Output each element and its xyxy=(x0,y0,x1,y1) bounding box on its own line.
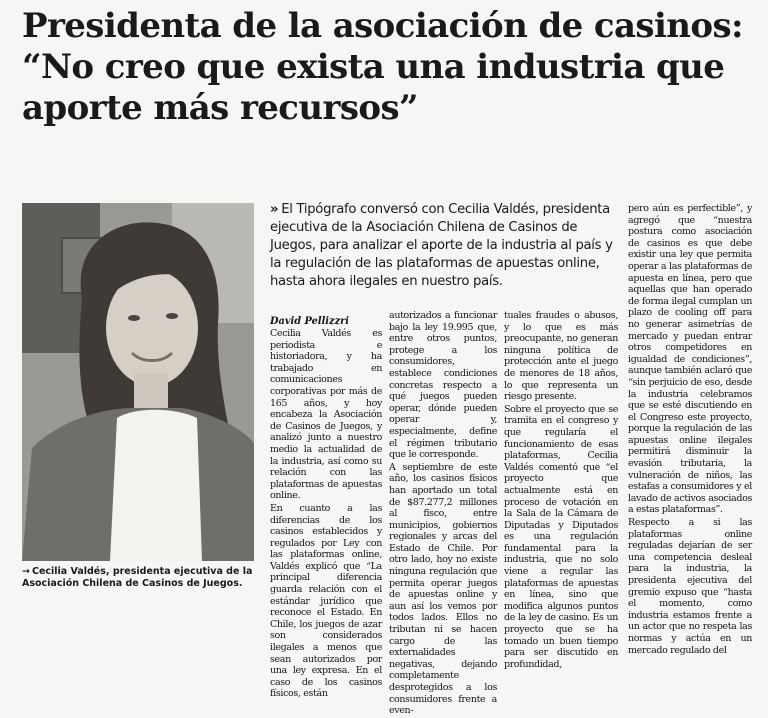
article-column-2 xyxy=(389,310,497,718)
paragraph: autorizados a funcionar bajo la ley 19.995 que, entre otros puntos, protege a los consumidores, establece condiciones concretas respecto a qué juegos pueden operar, dónde pueden operar y, especialmente, define el régimen tributario que le corresponde. xyxy=(389,310,497,461)
headline: Presidenta de la asociación de casinos: “No creo que exista una industria que aporte más recursos” xyxy=(22,6,743,128)
article-column-1 xyxy=(270,328,382,701)
caption-text: Cecilia Valdés, presidenta ejecutiva de la Asociación Chilena de Casinos de Juegos. xyxy=(22,566,253,589)
lead-text: El Tipógrafo conversó con Cecilia Valdés, presidenta ejecutiva de la Asociación Chilena de Casinos de Juegos, para analizar el aporte de la industria al país y la regulación de las plataformas de apuestas online, hasta ahora ilegales en nuestro país. xyxy=(270,202,613,289)
paragraph: En cuanto a las diferencias de los casinos establecidos y regulados por Ley con las plataformas online, Valdés explicó que “La principal diferencia guarda relación con el estándar jurídico que reconoce el Estado. En Chile, los juegos de azar son considerados ilegales a menos que sean autorizados por una ley expresa. En el caso de los casinos físicos, están xyxy=(270,502,382,700)
paragraph: tuales fraudes o abusos, y lo que es más preocupante, no generan ninguna política de protección ante el juego de menores de 18 años, lo que representa un riesgo presente. xyxy=(504,310,618,403)
article-column-3 xyxy=(504,310,618,671)
paragraph: Respecto a si las plataformas online reguladas dejarían de ser una competencia desleal para la industria, la presidenta ejecutiva del gremio expuso que “hasta el momento, como industria estamos frente a un actor que no respeta las normas y actúa en un mercado regulado del xyxy=(628,517,752,656)
paragraph: pero aún es perfectible”, y agregó que “nuestra postura como asociación de casinos es que debe existir una ley que permita operar a las plataformas de apuesta en línea, pero que aquellas que han operado de forma ilegal cumplan un plazo de cooling off para no generar asimetrías de mercado y puedan entrar otros competidores en igualdad de condiciones”, aunque también aclaró que “sin perjuicio de eso, desde la industria celebramos que se esté discutiendo en el Congreso este proyecto, porque la regulación de las apuestas online ilegales permitirá disminuir la evasión tributaria, la vulneración de niños, las estafas a consumidores y el lavado de activos asociados a estas plataformas”. xyxy=(628,203,752,516)
portrait-photo-icon xyxy=(22,203,254,561)
paragraph: A septiembre de este año, los casinos físicos han aportado un total de $87.277,2 millones al fisco, entre municipios, gobiernos regionales y arcas del Estado de Chile. Por otro lado, hoy no existe ninguna regulación que permita operar juegos de apuestas online y aun así los vemos por todos lados. Ellos no tributan ni se hacen cargo de las externalidades negativas, dejando completamente desprotegidos a los consumidores frente a even- xyxy=(389,461,497,717)
portrait-photo xyxy=(22,203,254,561)
lead-marker-icon: » xyxy=(270,202,279,217)
photo-caption xyxy=(22,566,262,590)
arrow-icon: → xyxy=(22,566,30,577)
article-column-4 xyxy=(628,203,752,657)
byline: David Pellizzri xyxy=(270,316,350,327)
lead-paragraph xyxy=(270,201,620,291)
paragraph: Sobre el proyecto que se tramita en el congreso y que regularía el funcionamiento de esas plataformas, Cecilia Valdés comentó que “el proyecto que actualmente está en proceso de votación en la Sala de la Cámara de Diputadas y Diputados es una regulación fundamental para la industria, que no solo viene a regular las plataformas de apuestas en línea, sino que modifica algunos puntos de la ley de casino. Es un proyecto que se ha tomado un buen tiempo para ser discutido en profundidad, xyxy=(504,403,618,670)
paragraph: Cecilia Valdés es periodista e historiadora, y ha trabajado en comunicaciones corporativas por más de 165 años, y hoy encabeza la Asociación de Casinos de Juegos, y analizó junto a nuestro medio la actualidad de la industria, así como su relación con las plataformas de apuestas online. xyxy=(270,328,382,502)
